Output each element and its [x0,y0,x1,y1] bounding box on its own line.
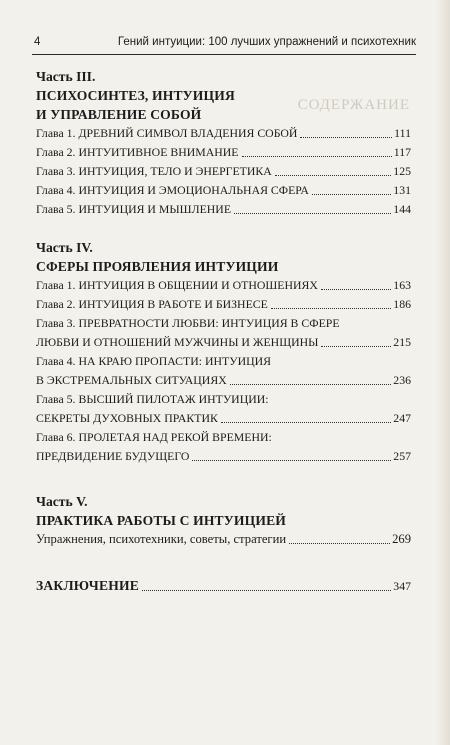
toc-entry[interactable] [36,143,411,162]
conclusion-page: 347 [393,579,411,593]
toc-entry[interactable] [36,390,411,428]
chapter-title: Глава 2. ИНТУИЦИЯ В РАБОТЕ И БИЗНЕСЕ [36,297,268,311]
part-title-line: СФЕРЫ ПРОЯВЛЕНИЯ ИНТУИЦИИ [36,259,279,274]
toc-entry[interactable] [36,295,411,314]
part-title-line: И УПРАВЛЕНИЕ СОБОЙ [36,107,202,122]
chapter-title: Глава 1. ИНТУИЦИЯ В ОБЩЕНИИ И ОТНОШЕНИЯХ [36,278,318,292]
chapter-page: 131 [393,183,411,197]
chapter-page: 215 [393,335,411,349]
toc-entry[interactable] [36,124,411,143]
part-heading [36,68,411,124]
toc-entry[interactable] [36,428,411,466]
chapter-page: 117 [393,145,411,159]
toc-entry-conclusion[interactable] [36,576,411,596]
toc-entry[interactable] [36,276,411,295]
show-through-text: СОДЕРЖАНИЕ [297,97,410,113]
dot-leader [230,384,392,385]
page-number: 4 [34,36,41,48]
chapter-title: Глава 6. ПРОЛЕТАЯ НАД РЕКОЙ ВРЕМЕНИ: [36,430,272,444]
dot-leader [300,137,392,138]
running-title: Гений интуиции: 100 лучших упражнений и психотехник [117,36,416,48]
chapter-page: 144 [393,202,411,216]
dot-leader [242,156,392,157]
toc-entry[interactable] [36,530,411,549]
table-of-contents [36,68,411,596]
chapter-page: 247 [393,411,411,425]
dot-leader [142,590,391,591]
chapter-title: Глава 1. ДРЕВНИЙ СИМВОЛ ВЛАДЕНИЯ СОБОЙ [36,126,298,140]
dot-leader [321,346,391,347]
part-heading [36,239,411,276]
dot-leader [312,194,391,195]
chapter-title: Глава 4. ИНТУИЦИЯ И ЭМОЦИОНАЛЬНАЯ СФЕРА [36,183,309,197]
dot-leader [289,543,390,544]
part-label: Часть IV. [36,240,93,255]
conclusion-title: ЗАКЛЮЧЕНИЕ [36,578,140,593]
dot-leader [321,289,391,290]
chapter-title: Глава 5. ИНТУИЦИЯ И МЫШЛЕНИЕ [36,202,232,216]
chapter-title: Глава 3. ИНТУИЦИЯ, ТЕЛО И ЭНЕРГЕТИКА [36,164,272,178]
chapter-page: 186 [393,297,411,311]
toc-entry[interactable] [36,181,411,200]
chapter-page: 257 [393,449,411,463]
part-label: Часть III. [36,69,96,84]
part-title-line: ПСИХОСИНТЕЗ, ИНТУИЦИЯ [36,88,235,103]
chapter-page: 269 [392,532,411,546]
chapter-title: Глава 5. ВЫСШИЙ ПИЛОТАЖ ИНТУИЦИИ: [36,392,269,406]
chapter-page: 125 [393,164,411,178]
dot-leader [192,460,391,461]
chapter-title: Упражнения, психотехники, советы, стратегии [36,532,287,546]
chapter-page: 111 [394,126,411,140]
toc-entry[interactable] [36,314,411,352]
dot-leader [275,175,392,176]
chapter-page: 236 [393,373,411,387]
chapter-title: Глава 4. НА КРАЮ ПРОПАСТИ: ИНТУИЦИЯ [36,354,271,368]
chapter-page: 163 [393,278,411,292]
page-edge-shadow [436,0,450,745]
chapter-title-continued: ЛЮБВИ И ОТНОШЕНИЙ МУЖЧИНЫ И ЖЕНЩИНЫ [36,335,319,349]
part-label: Часть V. [36,494,88,509]
chapter-title-continued: В ЭКСТРЕМАЛЬНЫХ СИТУАЦИЯХ [36,373,227,387]
chapter-title: Глава 2. ИНТУИТИВНОЕ ВНИМАНИЕ [36,145,239,159]
part-heading [36,493,411,530]
toc-entry[interactable] [36,352,411,390]
chapter-title: Глава 3. ПРЕВРАТНОСТИ ЛЮБВИ: ИНТУИЦИЯ В СФЕРЕ [36,316,340,330]
toc-entry[interactable] [36,162,411,181]
toc-entry[interactable] [36,200,411,219]
chapter-title-continued: ПРЕДВИДЕНИЕ БУДУЩЕГО [36,449,190,463]
running-header [32,34,416,55]
dot-leader [271,308,391,309]
chapter-title-continued: СЕКРЕТЫ ДУХОВНЫХ ПРАКТИК [36,411,218,425]
dot-leader [221,422,391,423]
part-title-line: ПРАКТИКА РАБОТЫ С ИНТУИЦИЕЙ [36,513,287,528]
dot-leader [234,213,391,214]
